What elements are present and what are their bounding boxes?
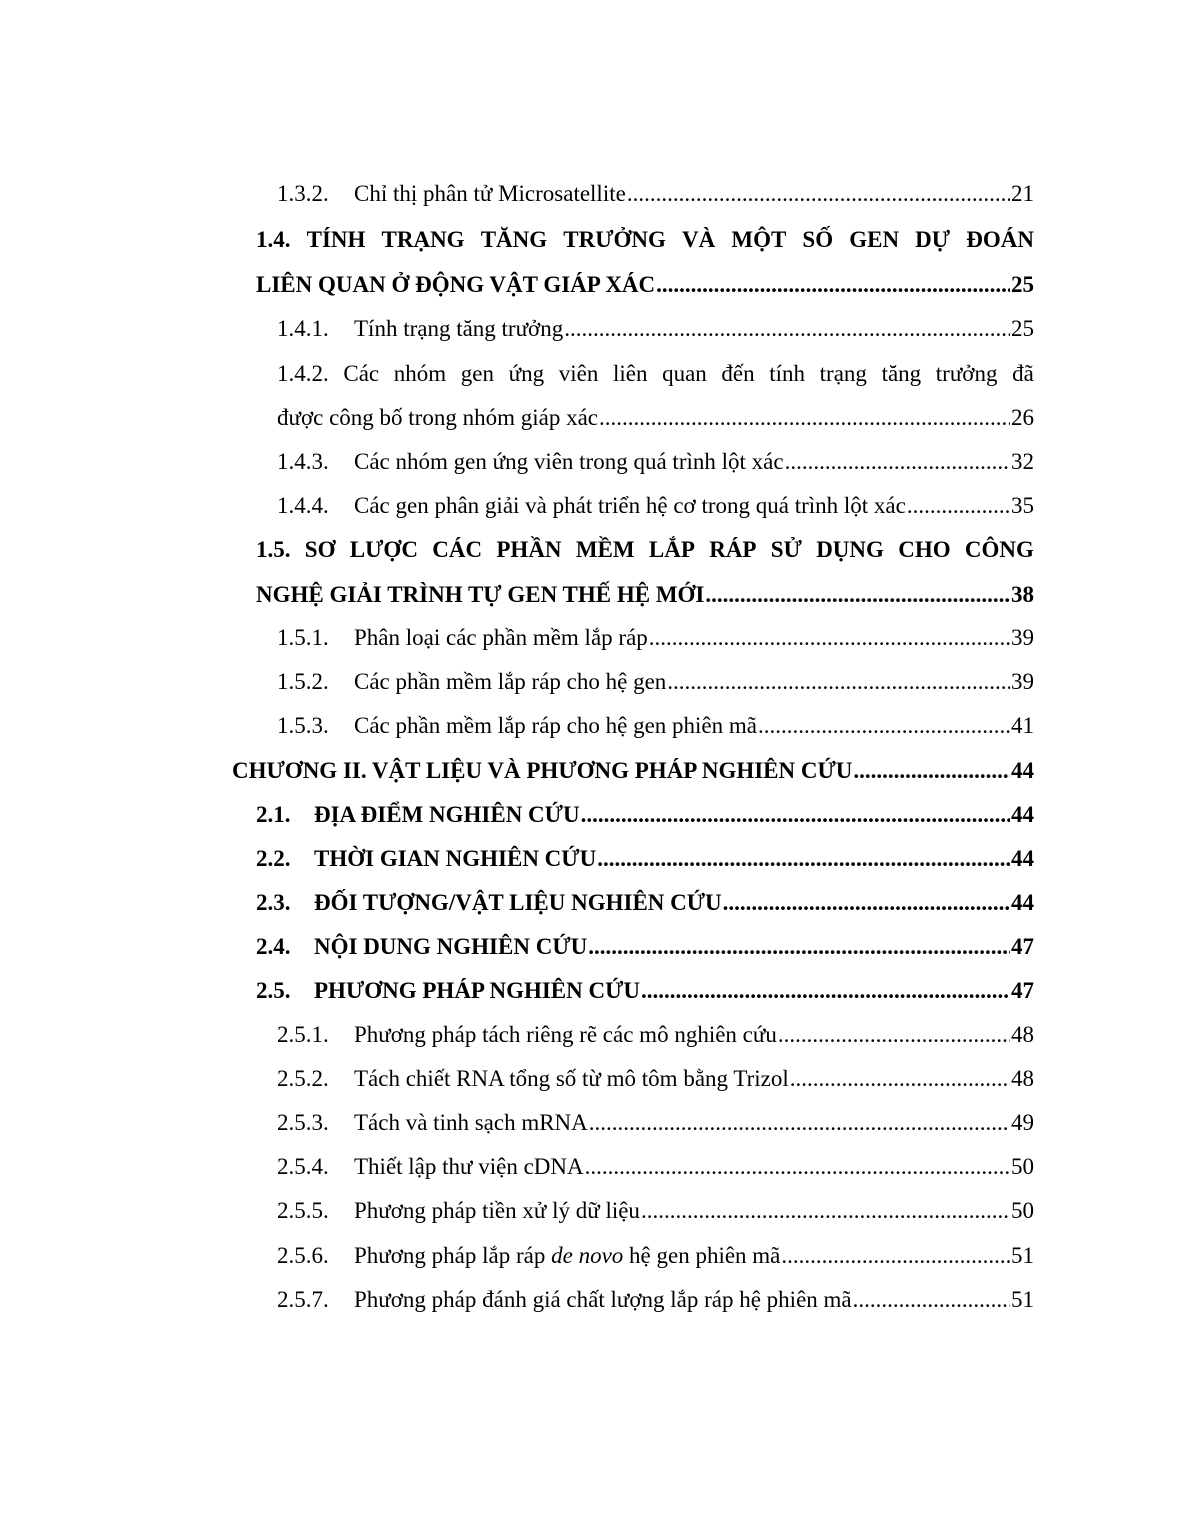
toc-entry-page: 49 [1011,1110,1034,1135]
toc-word: 1.4. [256,227,291,252]
toc-entry-number: 2.5.3. [277,1110,329,1135]
toc-entry-page: 38 [1011,582,1034,607]
toc-entry-title: Các gen phân giải và phát triển hệ cơ trong quá trình lột xác [354,493,906,518]
toc-entry-2-5-3[interactable] [277,1106,1034,1140]
toc-entry-page: 25 [1011,272,1034,297]
toc-entry-number: 2.5.4. [277,1154,329,1179]
toc-entry-title: LIÊN QUAN Ở ĐỘNG VẬT GIÁP XÁC [256,272,656,297]
toc-entry-page: 25 [1011,316,1034,341]
toc-entry-number: 2.5. [256,978,291,1003]
toc-entry-2-4[interactable] [256,930,1034,964]
dot-leader [599,401,1010,435]
toc-entry-number: 1.3.2. [277,181,329,206]
toc-entry-2-5-6[interactable] [277,1239,1034,1273]
dot-leader [588,930,1010,964]
toc-entry-title: Chỉ thị phân tử Microsatellite [354,181,626,206]
toc-entry-title: Tính trạng tăng trưởng [354,316,564,341]
dot-leader [585,1150,1010,1184]
toc-entry-title: ĐỐI TƯỢNG/VẬT LIỆU NGHIÊN CỨU [314,890,722,915]
toc-entry-number: 1.5.2. [277,669,329,694]
dot-leader [758,709,1010,743]
toc-entry-page: 47 [1011,934,1034,959]
toc-entry-1-4-4[interactable] [277,489,1034,523]
dot-leader [705,578,1010,612]
toc-entry-1-5-2[interactable] [277,665,1034,699]
toc-word: trạng [819,361,867,386]
dot-leader [785,445,1010,479]
toc-entry-page: 39 [1011,625,1034,650]
dot-leader [627,177,1010,211]
toc-entry-page: 21 [1011,181,1034,206]
dot-leader [597,842,1010,876]
toc-entry-page: 39 [1011,669,1034,694]
toc-entry-2-5-2[interactable] [277,1062,1034,1096]
toc-word: đã [1012,361,1034,386]
toc-entry-page: 47 [1011,978,1034,1003]
toc-word: tăng [881,361,922,386]
toc-entry-title: ĐỊA ĐIỂM NGHIÊN CỨU [314,802,580,827]
toc-entry-number: 2.3. [256,890,291,915]
toc-word: CÁC [432,537,483,562]
toc-word: MỀM [575,537,635,562]
toc-word: trưởng [935,361,998,386]
toc-entry-number: 1.5.1. [277,625,329,650]
toc-entry-page: 44 [1011,802,1034,827]
toc-word: SỬ [770,537,802,562]
toc-title-part: hệ gen phiên mã [623,1243,781,1268]
toc-entry-1-4-3[interactable] [277,445,1034,479]
toc-word: TRẠNG [381,227,465,252]
toc-word: CÔNG [964,537,1034,562]
toc-entry-1-4-line1[interactable] [256,223,1034,257]
toc-entry-1-4-2-line1[interactable] [277,357,1034,391]
toc-entry-page: 44 [1011,890,1034,915]
toc-word: quan [662,361,707,386]
toc-entry-2-2[interactable] [256,842,1034,876]
toc-entry-1-5-3[interactable] [277,709,1034,743]
toc-entry-number: 2.5.6. [277,1243,329,1268]
toc-entry-page: 26 [1011,405,1034,430]
toc-entry-page: 44 [1011,758,1034,783]
toc-entry-number: 1.4.4. [277,493,329,518]
toc-entry-1-4-1[interactable] [277,312,1034,346]
toc-entry-number: 1.5.3. [277,713,329,738]
dot-leader [778,1018,1010,1052]
toc-word: DỤNG [816,537,884,562]
toc-entry-page: 50 [1011,1198,1034,1223]
toc-entry-number: 2.5.5. [277,1198,329,1223]
toc-entry-title: NỘI DUNG NGHIÊN CỨU [314,934,588,959]
toc-entry-1-5-line2[interactable] [256,578,1034,612]
toc-entry-title: CHƯƠNG II. VẬT LIỆU VÀ PHƯƠNG PHÁP NGHIÊN CỨU [232,758,853,783]
toc-entry-title: NGHỆ GIẢI TRÌNH TỰ GEN THẾ HỆ MỚI [256,582,705,607]
dot-leader [667,665,1010,699]
toc-entry-2-5[interactable] [256,974,1034,1008]
toc-entry-title: Tách và tinh sạch mRNA [354,1110,588,1135]
toc-entry-2-5-7[interactable] [277,1283,1034,1317]
dot-leader [589,1106,1010,1140]
toc-entry-number: 2.1. [256,802,291,827]
toc-entry-page: 35 [1011,493,1034,518]
dot-leader [641,974,1010,1008]
toc-entry-1-5-line1[interactable] [256,533,1034,567]
toc-title-part: Phương pháp lắp ráp [354,1243,552,1268]
toc-entry-title: Các phần mềm lắp ráp cho hệ gen phiên mã [354,713,757,738]
toc-entry-2-5-5[interactable] [277,1194,1034,1228]
toc-entry-page: 41 [1011,713,1034,738]
toc-entry-number: 1.4.1. [277,316,329,341]
toc-entry-number: 2.5.7. [277,1287,329,1312]
toc-word: Các [343,361,380,386]
toc-word: PHẦN [496,537,562,562]
dot-leader [853,1283,1010,1317]
toc-word: TÍNH [306,227,366,252]
toc-word: VÀ [682,227,716,252]
toc-entry-title: Các phần mềm lắp ráp cho hệ gen [354,669,667,694]
toc-word: viên [558,361,599,386]
toc-word: SỐ [802,227,834,252]
toc-entry-title: PHƯƠNG PHÁP NGHIÊN CỨU [314,978,641,1003]
toc-entry-page: 44 [1011,846,1034,871]
toc-entry-title: Phương pháp tách riêng rẽ các mô nghiên cứu [354,1022,777,1047]
toc-title-italic: de novo [551,1243,624,1268]
toc-word: CHO [898,537,951,562]
toc-entry-number: 1.4.3. [277,449,329,474]
toc-word: DỰ [915,227,951,252]
dot-leader [649,621,1010,655]
dot-leader [641,1194,1010,1228]
dot-leader [781,1239,1010,1273]
toc-entry-1-4-2-line2[interactable] [277,401,1034,435]
toc-entry-page: 51 [1011,1243,1034,1268]
toc-word: nhóm [393,361,447,386]
toc-entry-title: Tách chiết RNA tổng số từ mô tôm bằng Trizol [354,1066,789,1091]
toc-word: 1.5. [256,537,291,562]
toc-entry-2-3[interactable] [256,886,1034,920]
toc-entry-chapter-2[interactable] [232,754,1034,788]
toc-entry-title: Các nhóm gen ứng viên trong quá trình lột xác [354,449,784,474]
toc-entry-number: 2.5.2. [277,1066,329,1091]
toc-entry-page: 48 [1011,1022,1034,1047]
toc-word: RÁP [709,537,757,562]
toc-word: đến [721,361,755,386]
toc-entry-2-1[interactable] [256,798,1034,832]
dot-leader [581,798,1010,832]
toc-entry-number: 2.2. [256,846,291,871]
toc-entry-title: Phương pháp tiền xử lý dữ liệu [354,1198,640,1223]
toc-word: MỘT [731,227,787,252]
toc-word: SƠ [304,537,336,562]
toc-entry-page: 50 [1011,1154,1034,1179]
dot-leader [656,268,1010,302]
dot-leader [790,1062,1010,1096]
dot-leader [723,886,1010,920]
toc-entry-title: được công bố trong nhóm giáp xác [277,405,599,430]
toc-entry-1-4-line2[interactable] [256,268,1034,302]
toc-word: TĂNG [480,227,548,252]
toc-word: GEN [849,227,900,252]
toc-entry-title: Phương pháp đánh giá chất lượng lắp ráp hệ phiên mã [354,1287,852,1312]
toc-entry-1-5-1[interactable] [277,621,1034,655]
toc-entry-page: 48 [1011,1066,1034,1091]
toc-word: LƯỢC [349,537,418,562]
toc-word: TRƯỞNG [563,227,666,252]
toc-word: LẮP [648,537,695,562]
toc-entry-page: 32 [1011,449,1034,474]
dot-leader [564,312,1010,346]
toc-entry-title: Thiết lập thư viện cDNA [354,1154,584,1179]
toc-entry-title: THỜI GIAN NGHIÊN CỨU [314,846,597,871]
toc-word: ĐOÁN [966,227,1034,252]
toc-entry-number: 2.5.1. [277,1022,329,1047]
toc-entry-2-5-1[interactable] [277,1018,1034,1052]
toc-word: ứng [508,361,545,386]
toc-word: 1.4.2. [277,361,329,386]
toc-entry-1-3-2[interactable] [277,177,1034,211]
toc-word: tính [769,361,806,386]
toc-entry-number: 2.4. [256,934,291,959]
toc-word: gen [460,361,494,386]
dot-leader [853,754,1010,788]
toc-word: liên [612,361,648,386]
dot-leader [907,489,1010,523]
toc-entry-page: 51 [1011,1287,1034,1312]
toc-entry-2-5-4[interactable] [277,1150,1034,1184]
toc-entry-title [354,1239,780,1273]
toc-entry-title: Phân loại các phần mềm lắp ráp [354,625,648,650]
